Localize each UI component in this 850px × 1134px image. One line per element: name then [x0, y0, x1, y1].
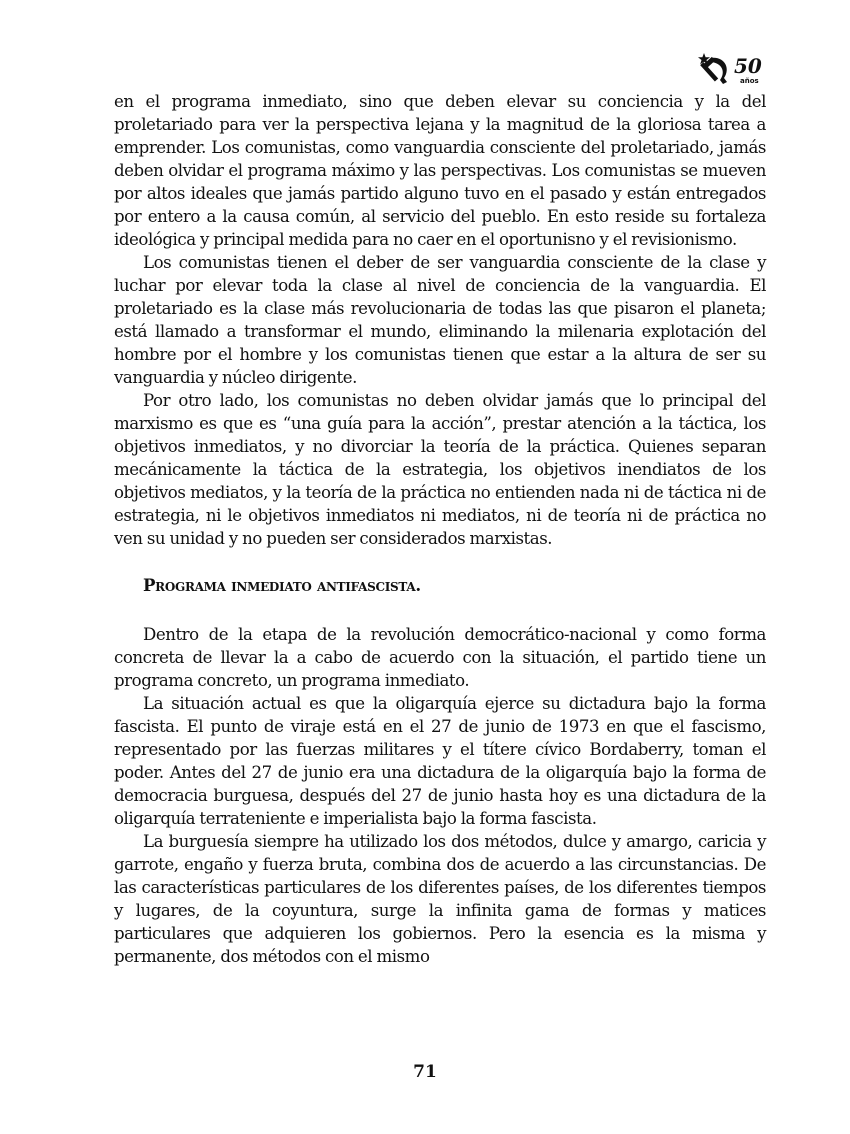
page-body	[114, 90, 766, 968]
logo-subtext: años	[740, 77, 759, 85]
page-number: 71	[413, 1062, 437, 1082]
hammer-sickle-star-icon	[698, 52, 768, 86]
anniversary-logo	[698, 52, 768, 86]
paragraph: La burguesía siempre ha utilizado los dos métodos, dulce y amargo, caricia y garrote, engaño y fuerza bruta, combina dos de acuerdo a las circunstancias. De las características particulares de los diferentes países, de los diferentes tiempos y lugares, de la coyuntura, surge la infinita gama de formas y matices particulares que adquieren los gobiernos. Pero la esencia es la misma y permanente, dos métodos con el mismo	[114, 832, 766, 966]
paragraph: Los comunistas tienen el deber de ser vanguardia consciente de la clase y luchar por elevar toda la clase al nivel de conciencia de la vanguardia. El proletariado es la clase más revolucionaria de todas las que pisaron el planeta; está llamado a transformar el mundo, eliminando la milenaria explotación del hombre por el hombre y los comunistas tienen que estar a la altura de ser su vanguardia y núcleo dirigente.	[114, 253, 766, 387]
logo-number: 50	[734, 54, 762, 78]
paragraph: La situación actual es que la oligarquía ejerce su dictadura bajo la forma fascista. El punto de viraje está en el 27 de junio de 1973 en que el fascismo, representado por las fuerzas militares y el títere cívico Bordaberry, toman el poder. Antes del 27 de junio era una dictadura de la oligarquía bajo la forma de democracia burguesa, después del 27 de junio hasta hoy es una dictadura de la oligarquía terrateniente e imperialista bajo la forma fascista.	[114, 694, 766, 828]
paragraph: Dentro de la etapa de la revolución democrático-nacional y como forma concreta de llevar la a cabo de acuerdo con la situación, el partido tiene un programa concreto, un programa inmediato.	[114, 625, 766, 690]
paragraph-continued: en el programa inmediato, sino que deben elevar su conciencia y la del proletariado para ver la perspectiva lejana y la magnitud de la gloriosa tarea a emprender. Los comunistas, como vanguardia consciente del proletariado, jamás deben olvidar el programa máximo y las perspectivas. Los comunistas se mueven por altos ideales que jamás partido alguno tuvo en el pasado y están entregados por entero a la causa común, al servicio del pueblo. En esto reside su fortaleza ideológica y principal medida para no caer en el oportunisno y el revisionismo.	[114, 92, 766, 249]
paragraph: Por otro lado, los comunistas no deben olvidar jamás que lo principal del marxismo es que es “una guía para la acción”, prestar atención a la táctica, los objetivos inmediatos, y no divorciar la teoría de la práctica. Quienes separan mecánicamente la táctica de la estrategia, los objetivos inendiatos de los objetivos mediatos, y la teoría de la práctica no entienden nada ni de táctica ni de estrategia, ni le objetivos inmediatos ni mediatos, ni de teoría ni de práctica no ven su unidad y no pueden ser considerados marxistas.	[114, 391, 766, 548]
section-heading: Programa inmediato antifascista.	[143, 575, 421, 595]
